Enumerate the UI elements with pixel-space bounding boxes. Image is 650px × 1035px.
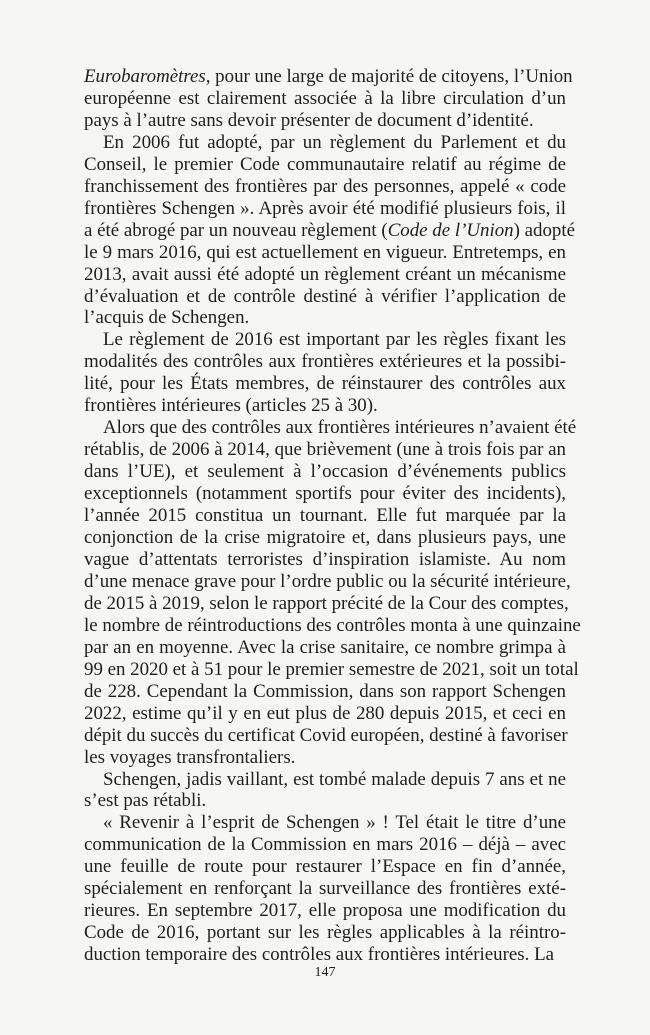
text-line xyxy=(84,307,566,329)
text-segment: communication de la Commission en mars 2016 – déjà – avec xyxy=(84,834,566,856)
text-line xyxy=(84,66,573,88)
text-line xyxy=(84,856,566,878)
text-segment: pays à l’autre sans devoir présenter de document d’identité. xyxy=(84,109,534,131)
paragraph xyxy=(84,329,566,417)
text-segment: rétablis, de 2006 à 2014, que brièvement (une à trois fois par an xyxy=(84,439,566,461)
text-line xyxy=(84,834,566,856)
page-number: 147 xyxy=(314,965,336,980)
text-line xyxy=(84,351,566,373)
text-segment: rieures. En septembre 2017, elle proposa une modification du xyxy=(84,900,566,922)
text-line xyxy=(84,878,566,900)
text-segment: les voyages transfrontaliers. xyxy=(84,746,296,768)
text-segment: européenne est clairement associée à la libre circulation d’un xyxy=(84,87,566,109)
text-line xyxy=(84,812,566,834)
text-segment: ) adopté xyxy=(513,219,575,241)
text-line xyxy=(84,176,566,198)
text-line xyxy=(84,373,566,395)
text-line xyxy=(84,725,566,747)
text-line xyxy=(84,527,566,549)
text-segment: Schengen, jadis vaillant, est tombé malade depuis 7 ans et ne xyxy=(103,768,566,790)
paragraph xyxy=(84,417,581,768)
paragraph xyxy=(84,131,575,330)
text-line xyxy=(84,132,566,154)
italic-text: Eurobaromètres xyxy=(84,66,206,87)
text-segment: dans l’UE), et seulement à l’occasion d’événements publics xyxy=(84,461,566,483)
text-segment: dépit du succès du certificat Covid européen, destiné à favoriser xyxy=(84,724,568,746)
text-segment: Le règlement de 2016 est important par les règles fixant les xyxy=(103,329,566,351)
text-segment: spécialement en renforçant la surveillance des frontières exté- xyxy=(84,878,566,900)
text-line xyxy=(84,395,566,417)
text-segment: 2022, estime qu’il y en eut plus de 280 depuis 2015, et ceci en xyxy=(84,702,566,724)
text-line xyxy=(84,242,566,264)
text-line xyxy=(84,110,566,132)
text-segment: Code de 2016, portant sur les règles applicables à la réintro- xyxy=(84,922,566,944)
text-segment: En 2006 fut adopté, par un règlement du Parlement et du xyxy=(103,131,566,153)
text-line xyxy=(84,198,566,220)
text-line xyxy=(84,505,566,527)
paragraph xyxy=(84,769,566,813)
text-segment: 2013, avait aussi été adopté un règlement créant un mécanisme xyxy=(84,263,566,285)
text-segment: Conseil, le premier Code communautaire relatif au régime de xyxy=(84,153,566,175)
text-line xyxy=(84,637,566,659)
text-line xyxy=(84,329,566,351)
text-segment: franchissement des frontières par des personnes, appelé « code xyxy=(84,175,566,197)
text-line xyxy=(84,658,579,681)
text-segment: « Revenir à l’esprit de Schengen » ! Tel était le titre d’une xyxy=(103,812,566,834)
text-line xyxy=(84,154,566,176)
text-line xyxy=(84,549,566,571)
text-line xyxy=(84,417,577,439)
text-segment: vague d’attentats terroristes d’inspiration islamiste. Au nom xyxy=(84,548,566,570)
text-segment: s’est pas rétabli. xyxy=(84,790,207,812)
text-segment: lité, pour les États membres, de réinstaurer des contrôles aux xyxy=(84,373,566,395)
text-segment: de 2015 à 2019, selon le rapport précité de la Cour des comptes, xyxy=(84,592,569,614)
text-line xyxy=(84,790,566,812)
text-line xyxy=(84,900,566,922)
text-segment: conjonction de la crise migratoire et, dans plusieurs pays, une xyxy=(84,527,566,549)
text-segment: a été abrogé par un nouveau règlement ( xyxy=(84,219,388,241)
text-line xyxy=(84,219,575,242)
text-segment: frontières intérieures (articles 25 à 30). xyxy=(84,395,378,417)
text-line xyxy=(84,769,566,791)
text-segment: , pour une large de majorité de citoyens, l’Union xyxy=(205,66,573,87)
text-segment: duction temporaire des contrôles aux frontières intérieures. La xyxy=(84,944,554,966)
text-line xyxy=(84,88,566,110)
text-segment: de 228. Cependant la Commission, dans son rapport Schengen xyxy=(84,680,566,702)
text-line xyxy=(84,592,569,615)
text-line xyxy=(84,264,566,286)
paragraph xyxy=(84,812,566,966)
text-line xyxy=(84,681,566,703)
text-line xyxy=(84,286,566,308)
text-line xyxy=(84,747,566,769)
text-segment: Alors que des contrôles aux frontières intérieures n’avaient été xyxy=(103,417,577,439)
text-line xyxy=(84,703,566,725)
text-segment: exceptionnels (notamment sportifs pour éviter des incidents), xyxy=(84,483,566,505)
text-line xyxy=(84,483,566,505)
text-line xyxy=(84,570,571,593)
text-segment: par an en moyenne. Avec la crise sanitaire, ce nombre grimpa à xyxy=(84,636,566,658)
text-segment: 99 en 2020 et à 51 pour le premier semestre de 2021, soit un total xyxy=(84,658,579,680)
text-segment: le nombre de réintroductions des contrôles monta à une quinzaine xyxy=(84,614,581,636)
text-segment: l’acquis de Schengen. xyxy=(84,307,250,329)
paragraph xyxy=(84,66,573,132)
body-text xyxy=(84,66,581,966)
text-segment: frontières Schengen ». Après avoir été modifié plusieurs fois, il xyxy=(84,197,566,219)
text-line xyxy=(84,614,581,637)
text-segment: modalités des contrôles aux frontières extérieures et la possibi- xyxy=(84,351,566,373)
italic-text: Code de l’Union xyxy=(387,219,514,241)
text-line xyxy=(84,922,566,944)
text-segment: l’année 2015 constitua un tournant. Elle fut marquée par la xyxy=(84,505,566,527)
text-line xyxy=(84,944,566,966)
text-segment: d’évaluation et de contrôle destiné à vérifier l’application de xyxy=(84,285,566,307)
text-segment: une feuille de route pour restaurer l’Espace en fin d’année, xyxy=(84,856,566,878)
text-segment: le 9 mars 2016, qui est actuellement en vigueur. Entretemps, en xyxy=(84,241,566,263)
text-segment: d’une menace grave pour l’ordre public ou la sécurité intérieure, xyxy=(84,570,571,592)
text-line xyxy=(84,439,566,461)
text-line xyxy=(84,461,566,483)
